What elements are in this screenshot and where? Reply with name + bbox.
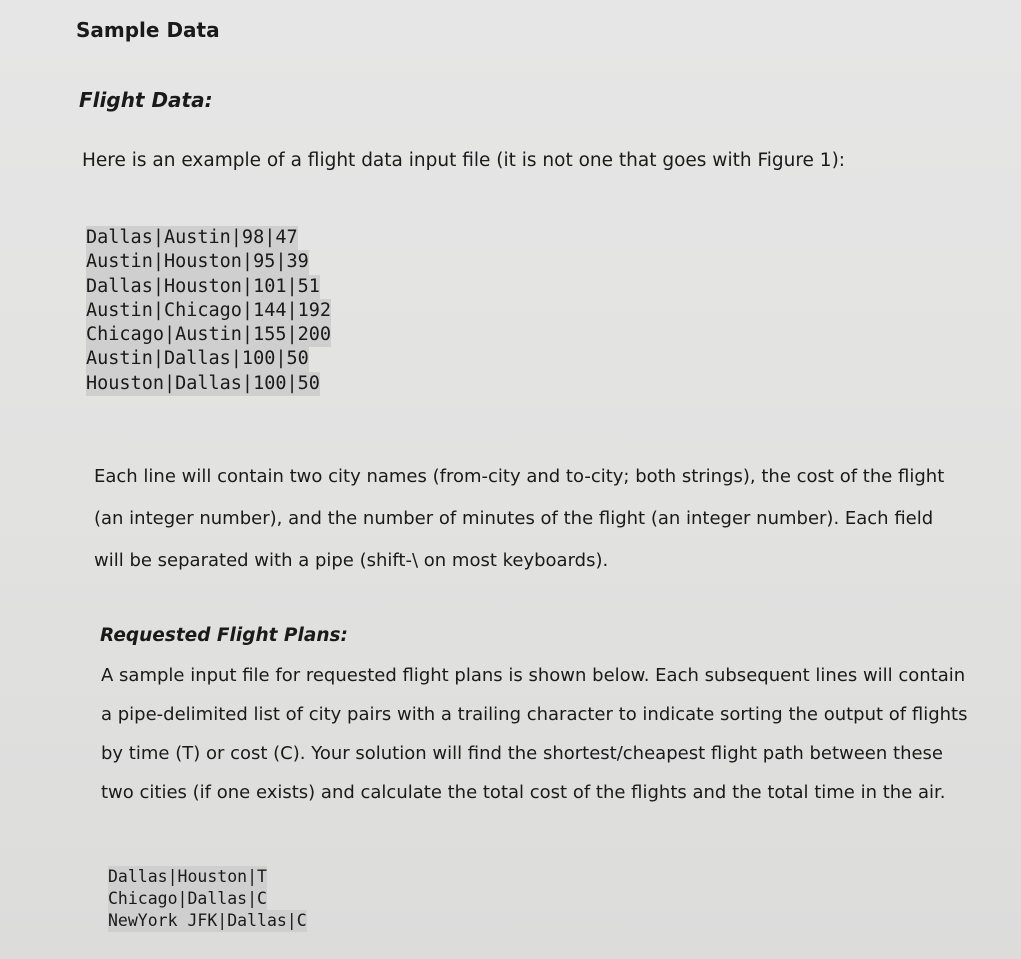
flight-plan-line: Chicago|Dallas|C [108,889,267,908]
plans-paragraph [101,656,1001,812]
flight-data-line: Chicago|Austin|155|200 [86,323,331,347]
flight-data-line: Austin|Dallas|100|50 [86,347,309,371]
plans-line: A sample input file for requested flight plans is shown below. Each subsequent lines will contain [101,665,966,686]
flight-data-code-block [86,226,331,396]
plans-line: two cities (if one exists) and calculate the total cost of the flights and the total time in the air. [101,782,946,803]
flight-plans-code-block [108,866,307,932]
description-paragraph [94,456,994,582]
requested-flight-plans-heading: Requested Flight Plans: [100,625,348,646]
description-line: (an integer number), and the number of minutes of the flight (an integer number). Each field [94,508,934,529]
description-line: Each line will contain two city names (from-city and to-city; both strings), the cost of the flight [94,466,945,487]
flight-plan-line: NewYork JFK|Dallas|C [108,911,307,930]
flight-plan-line: Dallas|Houston|T [108,867,267,886]
flight-data-heading: Flight Data: [79,88,213,112]
plans-line: by time (T) or cost (C). Your solution will find the shortest/cheapest flight path between these [101,743,944,764]
plans-line: a pipe-delimited list of city pairs with a trailing character to indicate sorting the output of flights [101,704,968,725]
flight-data-line: Austin|Chicago|144|192 [86,299,331,323]
flight-data-line: Dallas|Austin|98|47 [86,226,298,250]
description-line: will be separated with a pipe (shift-\ on most keyboards). [94,550,609,571]
flight-data-line: Austin|Houston|95|39 [86,250,309,274]
intro-paragraph: Here is an example of a flight data input file (it is not one that goes with Figure 1): [82,150,846,171]
flight-data-line: Dallas|Houston|101|51 [86,275,320,299]
page-title: Sample Data [76,18,220,42]
flight-data-line: Houston|Dallas|100|50 [86,372,320,396]
